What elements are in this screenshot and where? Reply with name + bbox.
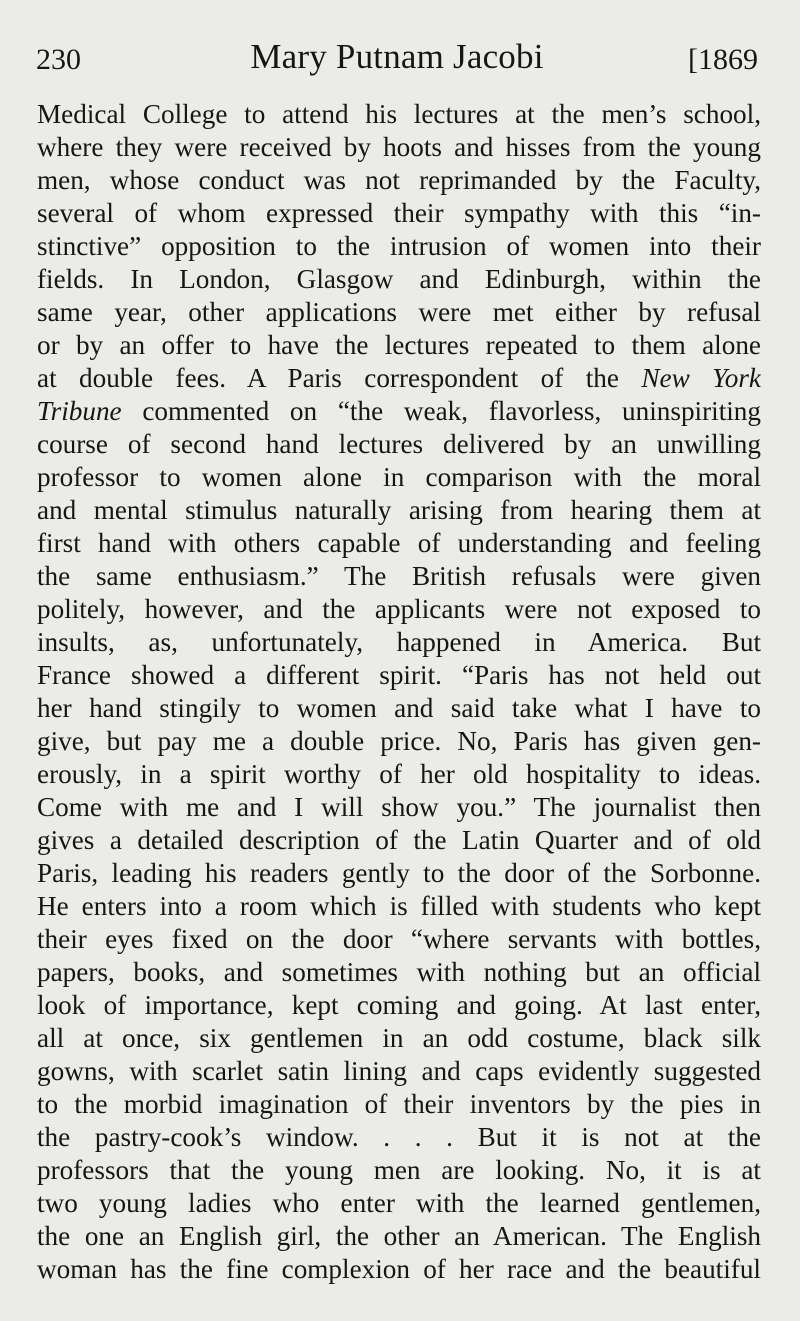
text-line: erously, in a spirit worthy of her old hospitality to ideas. (37, 759, 761, 789)
text-segment: commented on “the weak, flavorless, uninspiriting (121, 396, 761, 426)
page-number: 230 (36, 43, 81, 76)
text-line: professors that the young men are looking. No, it is at (37, 1155, 761, 1185)
text-line: two young ladies who enter with the learned gentlemen, (37, 1188, 761, 1218)
text-line: Paris, leading his readers gently to the door of the Sorbonne. (37, 858, 761, 888)
text-line: gives a detailed description of the Latin Quarter and of old (37, 825, 761, 855)
text-line: her hand stingily to women and said take what I have to (37, 693, 761, 723)
text-line: fields. In London, Glasgow and Edinburgh, within the (37, 264, 761, 294)
text-segment: at double fees. A Paris correspondent of the (37, 363, 642, 393)
text-line: where they were received by hoots and hisses from the young (37, 132, 761, 162)
text-line: He enters into a room which is filled with students who kept (37, 891, 761, 921)
text-line: all at once, six gentlemen in an odd costume, black silk (37, 1023, 761, 1053)
text-line: Come with me and I will show you.” The journalist then (37, 792, 761, 822)
text-line: stinctive” opposition to the intrusion of women into their (37, 231, 761, 261)
text-line: course of second hand lectures delivered by an unwilling (37, 429, 761, 459)
page-header (36, 32, 758, 80)
text-line: give, but pay me a double price. No, Paris has given gen- (37, 726, 761, 756)
text-line: politely, however, and the applicants were not exposed to (37, 594, 761, 624)
text-line (37, 362, 761, 395)
text-line: their eyes fixed on the door “where servants with bottles, (37, 924, 761, 954)
text-line: France showed a different spirit. “Paris has not held out (37, 660, 761, 690)
text-line: look of importance, kept coming and going. At last enter, (37, 990, 761, 1020)
text-line: several of whom expressed their sympathy with this “in- (37, 198, 761, 228)
text-line: papers, books, and sometimes with nothing but an official (37, 957, 761, 987)
text-line: Medical College to attend his lectures at the men’s school, (37, 99, 761, 129)
body-text (37, 98, 761, 1286)
text-line: and mental stimulus naturally arising from hearing them at (37, 495, 761, 525)
text-line: same year, other applications were met either by refusal (37, 297, 761, 327)
running-title: Mary Putnam Jacobi (250, 37, 544, 76)
italic-title: New York (641, 363, 761, 393)
text-line: the same enthusiasm.” The British refusals were given (37, 561, 761, 591)
text-line: insults, as, unfortunately, happened in America. But (37, 627, 761, 657)
year-marker: [1869 (688, 43, 758, 76)
text-line: to the morbid imagination of their inventors by the pies in (37, 1089, 761, 1119)
text-line: gowns, with scarlet satin lining and caps evidently suggested (37, 1056, 761, 1086)
text-line: men, whose conduct was not reprimanded by the Faculty, (37, 165, 761, 195)
text-line: or by an offer to have the lectures repeated to them alone (37, 330, 761, 360)
text-line (37, 395, 761, 428)
text-line: professor to women alone in comparison with the moral (37, 462, 761, 492)
text-line: woman has the fine complexion of her race and the beautiful (37, 1254, 761, 1284)
text-line: the pastry-cook’s window. . . . But it is not at the (37, 1122, 761, 1152)
text-line: the one an English girl, the other an American. The English (37, 1221, 761, 1251)
text-line: first hand with others capable of understanding and feeling (37, 528, 761, 558)
italic-title: Tribune (37, 396, 122, 426)
